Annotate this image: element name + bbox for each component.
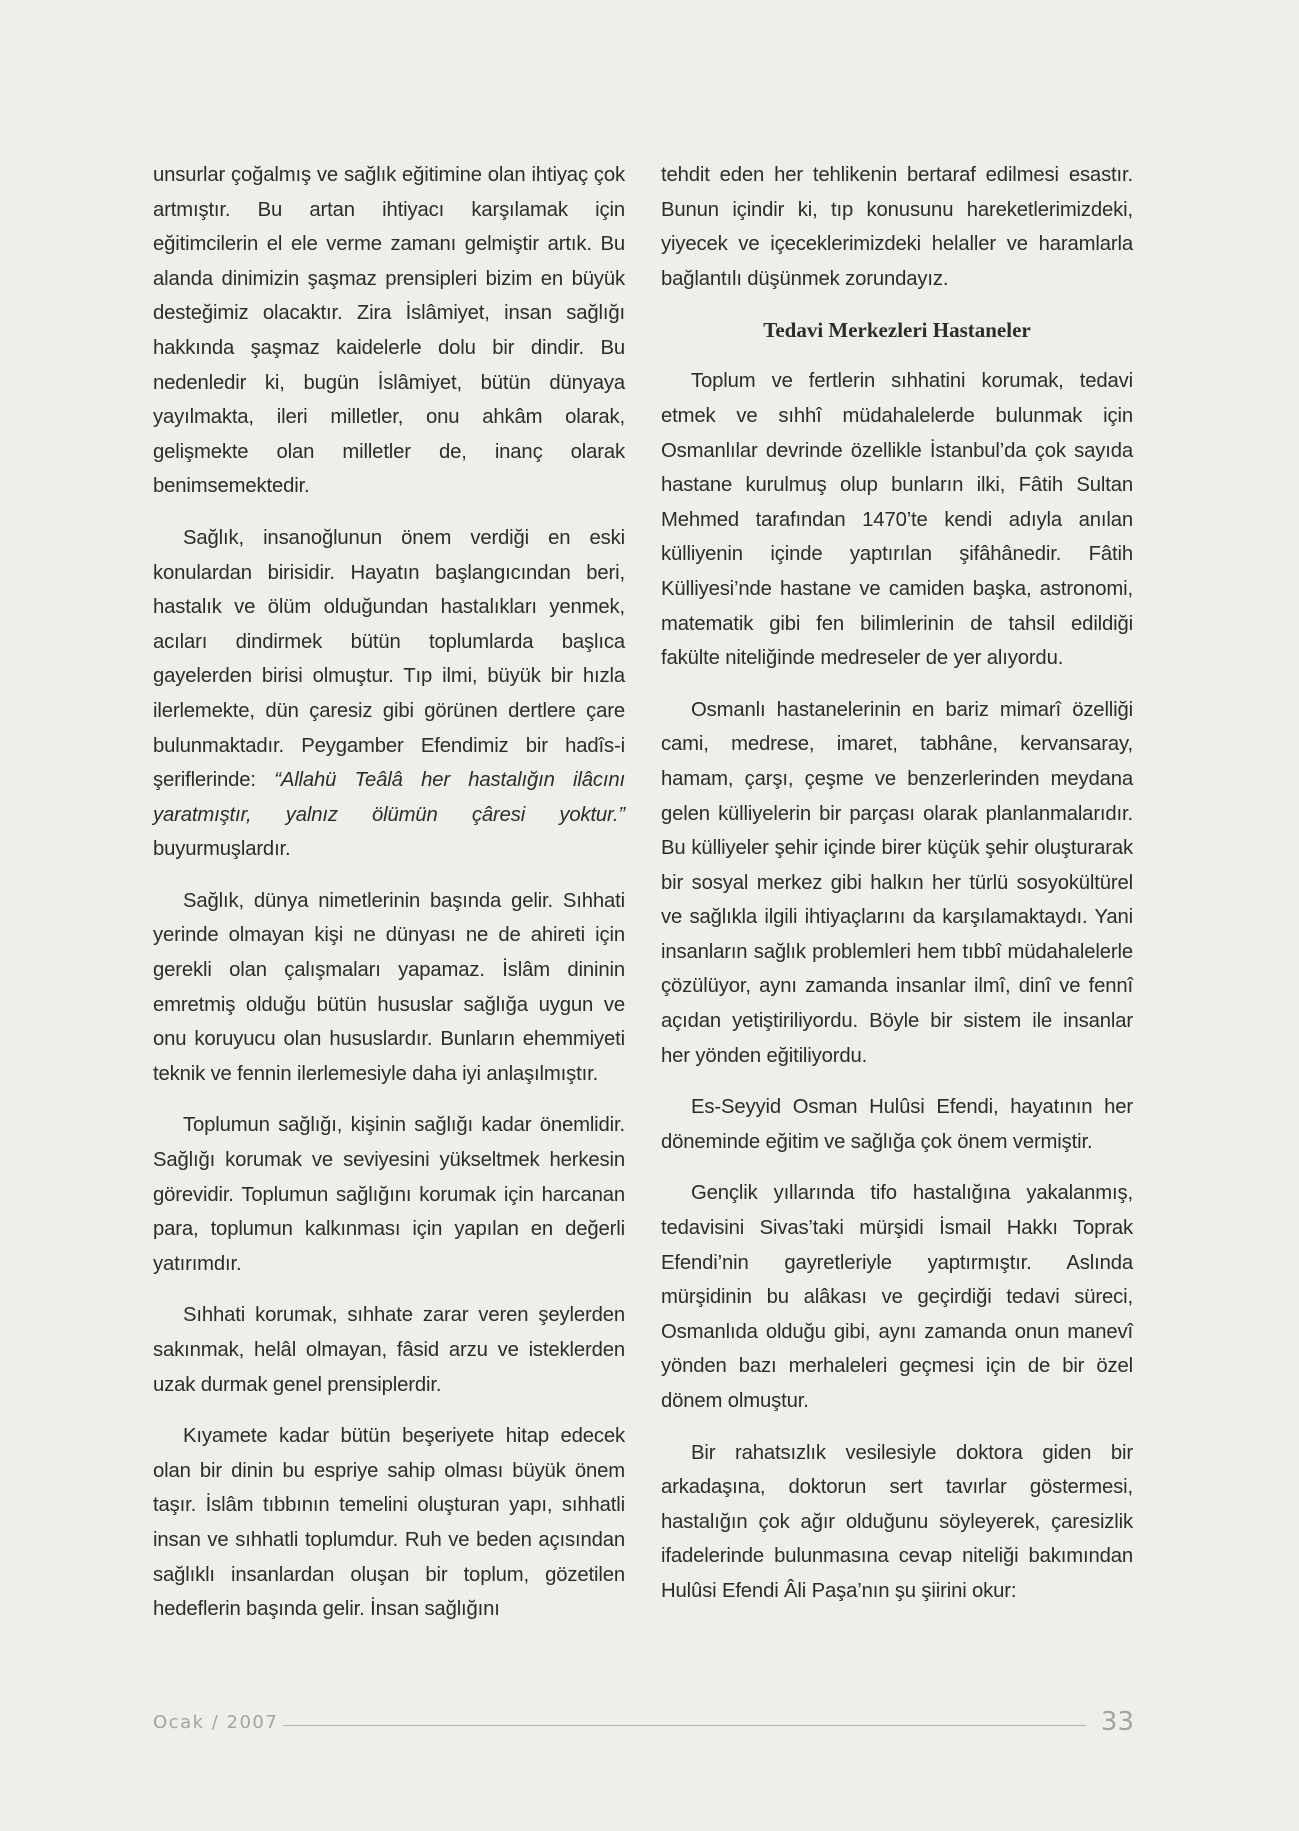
paragraph-text: buyurmuşlardır. <box>153 838 291 861</box>
paragraph-text: Sağlık, insanoğlunun önem verdiği en eski konulardan birisidir. Hayatın başlangıcından beri, hastalık ve ölüm olduğundan hastalıkları yenmek, acıları dindirmek bütün toplumlarda başlıca gayelerden birisi olmuştur. Tıp ilmi, büyük bir hızla ilerlemekte, dün çaresiz gibi görünen dertlere çare bulunmaktadır. Peygamber Efendimiz bir hadîs-i şeriflerinde: <box>153 526 625 792</box>
page-number: 33 <box>1100 1707 1134 1737</box>
footer-rule <box>283 1725 1086 1726</box>
paragraph: tehdit eden her tehlikenin bertaraf edilmesi esastır. Bunun içindir ki, tıp konusunu hareketlerimizdeki, yiyecek ve içeceklerimizdeki helaller ve haramlarla bağlantılı düşünmek zorundayız. <box>661 164 1133 290</box>
right-column <box>661 158 1133 1626</box>
paragraph: Bir rahatsızlık vesilesiyle doktora giden bir arkadaşına, doktorun sert tavırlar göstermesi, hastalığın çok ağır olduğunu söyleyerek, çaresizlik ifadelerinde bulunmasına cevap niteliği bakımından Hulûsi Efendi Âli Paşa’nın şu şiirini okur: <box>661 1441 1133 1602</box>
paragraph <box>153 521 625 867</box>
paragraph: Toplum ve fertlerin sıhhatini korumak, tedavi etmek ve sıhhî müdahalelerde bulunmak için Osmanlılar devrinde özellikle İstanbul’da çok sayıda hastane kurulmuş olup bunların ilki, Fâtih Sultan Mehmed tarafından 1470’te kendi adıyla anılan külliyenin içinde yaptırılan şifâhânedir. Fâtih Külliyesi’nde hastane ve camiden başka, astronomi, matematik gibi fen bilimlerinin de tahsil edildiği fakülte niteliğinde medreseler de yer alıyordu. <box>661 370 1133 670</box>
page-footer <box>153 1707 1134 1740</box>
paragraph: Sıhhati korumak, sıhhate zarar veren şeylerden sakınmak, helâl olmayan, fâsid arzu ve isteklerden uzak durmak genel prensiplerdir. <box>153 1304 625 1396</box>
section-heading: Tedavi Merkezleri Hastaneler <box>763 318 1031 343</box>
left-column <box>153 158 625 1644</box>
paragraph: Sağlık, dünya nimetlerinin başında gelir. Sıhhati yerinde olmayan kişi ne dünyası ne de ahireti için gerekli olan çalışmaları yapamaz. İslâm dininin emretmiş olduğu bütün hususlar sağlığa uygun ve onu koruyucu olan hususlardır. Bunların ehemmiyeti teknik ve fennin ilerlemesiyle daha iyi anlaşılmıştır. <box>153 889 625 1085</box>
paragraph: Gençlik yıllarında tifo hastalığına yakalanmış, tedavisini Sivas’taki mürşidi İsmail Hakkı Toprak Efendi’nin gayretleriyle yaptırmıştır. Aslında mürşidinin bu alâkası ve geçirdiği tedavi süreci, Osmanlıda olduğu gibi, aynı zamanda onun manevî yönden bazı merhaleleri geçmesi için de bir özel dönem olmuştur. <box>661 1182 1133 1412</box>
paragraph: Kıyamete kadar bütün beşeriyete hitap edecek olan bir dinin bu espriye sahip olması büyük önem taşır. İslâm tıbbının temelini oluşturan yapı, sıhhatli insan ve sıhhatli toplumdur. Ruh ve beden açısından sağlıklı insanlardan oluşan bir toplum, gözetilen hedeflerin başında gelir. İnsan sağlığını <box>153 1425 625 1621</box>
issue-date: Ocak / 2007 <box>153 1712 279 1733</box>
hadith-quote: “Allahü Teâlâ her hastalığın ilâcını yaratmıştır, yalnız ölümün çâresi yoktur.” <box>153 769 625 826</box>
paragraph: Es-Seyyid Osman Hulûsi Efendi, hayatının her döneminde eğitim ve sağlığa çok önem vermiştir. <box>661 1096 1133 1153</box>
paragraph: Toplumun sağlığı, kişinin sağlığı kadar önemlidir. Sağlığı korumak ve seviyesini yükseltmek herkesin görevidir. Toplumun sağlığını korumak için harcanan para, toplumun kalkınması için yapılan en değerli yatırımdır. <box>153 1114 625 1275</box>
paragraph: Osmanlı hastanelerinin en bariz mimarî özelliği cami, medrese, imaret, tabhâne, kervansaray, hamam, çarşı, çeşme ve benzerlerinden meydana gelen külliyelerin bir parçası olarak planlanmalarıdır. Bu külliyeler şehir içinde birer küçük şehir oluşturarak bir sosyal merkez gibi halkın her türlü sosyokültürel ve sağlıkla ilgili ihtiyaçlarını da karşılamaktaydı. Yani insanların sağlık problemleri hem tıbbî müdahalelerle çözülüyor, aynı zamanda insanlar ilmî, dinî ve fennî açıdan yetiştiriliyordu. Böyle bir sistem ile insanlar her yönden eğitiliyordu. <box>661 698 1133 1067</box>
paragraph: unsurlar çoğalmış ve sağlık eğitimine olan ihtiyaç çok artmıştır. Bu artan ihtiyacı karşılamak için eğitimcilerin el ele verme zamanı gelmiştir artık. Bu alanda dinimizin şaşmaz prensipleri bizim en büyük desteğimiz olacaktır. Zira İslâmiyet, insan sağlığı hakkında şaşmaz kaidelerle dolu bir dindir. Bu nedenledir ki, bugün İslâmiyet, bütün dünyaya yayılmakta, ileri milletler, onu ahkâm olarak, gelişmekte olan milletler de, inanç olarak benimsemektedir. <box>153 164 625 498</box>
